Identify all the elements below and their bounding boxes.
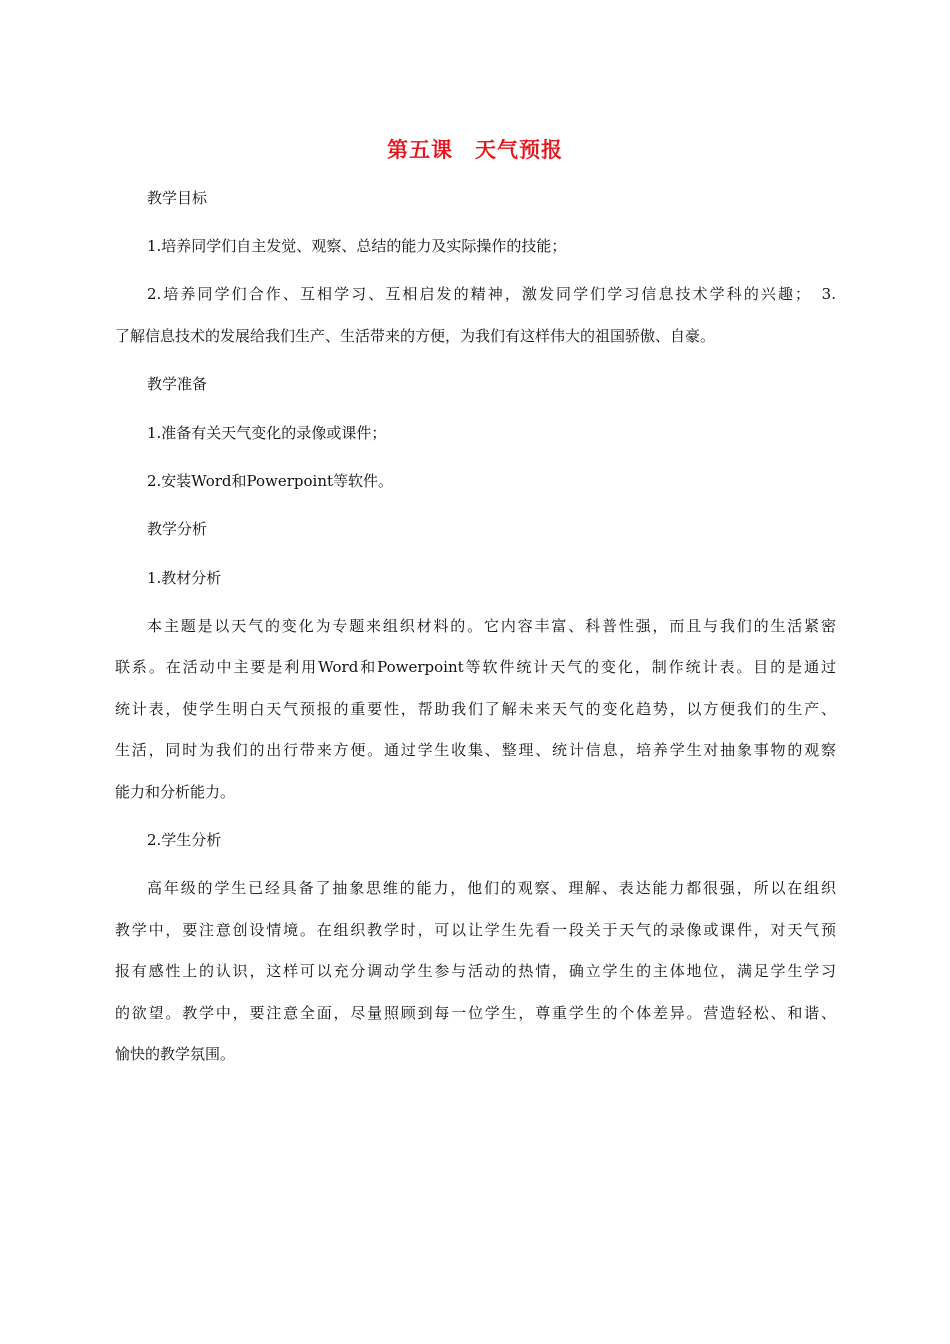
goal-item-1: 1.培养同学们自主发觉、观察、总结的能力及实际操作的技能； [147,237,567,255]
subheading-material-analysis: 1.教材分析 [147,569,222,587]
material-analysis-line: 生活，同时为我们的出行带来方便。通过学生收集、整理、统计信息，培养学生对抽象事物的观察 [115,741,836,759]
material-analysis-line: 本主题是以天气的变化为专题来组织材料的。它内容丰富、科普性强，而且与我们的生活紧密 [147,617,836,635]
goal-item-2-line-2: 了解信息技术的发展给我们生产、生活带来的方便，为我们有这样伟大的祖国骄傲、自豪。 [115,327,716,345]
material-analysis-line: 联系。在活动中主要是利用Word和Powerpoint等软件统计天气的变化，制作统计表。目的是通过 [115,658,836,676]
heading-teaching-prep: 教学准备 [147,375,208,393]
student-analysis-line: 愉快的教学氛围。 [115,1045,236,1063]
prep-item-1: 1.准备有关天气变化的录像或课件； [147,424,387,442]
student-analysis-line: 教学中，要注意创设情境。在组织教学时，可以让学生先看一段关于天气的录像或课件，对天气预 [115,921,836,939]
subheading-student-analysis: 2.学生分析 [147,831,222,849]
student-analysis-line: 高年级的学生已经具备了抽象思维的能力，他们的观察、理解、表达能力都很强，所以在组织 [147,879,836,897]
goal-item-2-line-1: 2.培养同学们合作、互相学习、互相启发的精神，激发同学们学习信息技术学科的兴趣； 3. [147,285,836,303]
prep-item-2: 2.安装Word和Powerpoint等软件。 [147,472,394,490]
page-title: 第五课 天气预报 [387,138,563,162]
student-analysis-line: 报有感性上的认识，这样可以充分调动学生参与活动的热情，确立学生的主体地位，满足学生学习 [115,962,836,980]
heading-teaching-analysis: 教学分析 [147,520,208,538]
heading-teaching-goals: 教学目标 [147,189,208,207]
material-analysis-line: 统计表，使学生明白天气预报的重要性，帮助我们了解未来天气的变化趋势，以方便我们的生产、 [115,700,836,718]
student-analysis-line: 的欲望。教学中，要注意全面，尽量照顾到每一位学生，尊重学生的个体差异。营造轻松、和谐、 [115,1004,836,1022]
material-analysis-line: 能力和分析能力。 [115,783,236,801]
